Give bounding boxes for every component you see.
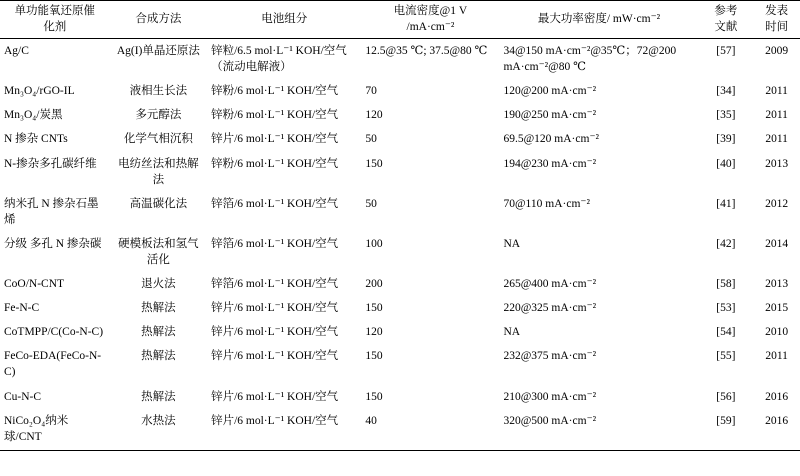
cell-year: 2016	[765, 390, 789, 403]
cell-synthesis: 化学气相沉积	[123, 133, 193, 146]
cell-current-density: 40	[361, 409, 499, 451]
table-header-row	[0, 1, 800, 39]
cell-reference: [42]	[716, 237, 736, 250]
cell-year: 2016	[753, 409, 800, 451]
cell-components: 锌片/6 mol·L⁻¹ KOH/空气	[211, 302, 339, 315]
cell-power-density: 232@375 mA·cm⁻²	[503, 350, 597, 363]
cell-reference: [59]	[698, 409, 753, 451]
cell-components: 锌箔/6 mol·L⁻¹ KOH/空气	[211, 278, 339, 291]
cell-power-density: 320@500 mA·cm⁻²	[499, 409, 698, 451]
table-row	[0, 385, 800, 409]
cell-reference: [34]	[716, 85, 736, 98]
cell-current-density: 150	[365, 390, 383, 403]
column-header-line: 单功能氧还原催	[14, 5, 96, 17]
cell-current-density: 50	[365, 197, 377, 210]
cell-catalyst: Mn₃O₄/炭黑	[4, 109, 63, 122]
column-header-line: 时间	[765, 20, 789, 33]
cell-synthesis: 退火法	[141, 278, 176, 291]
cell-catalyst: FeCo-EDA(FeCo-N-C)	[4, 350, 102, 379]
cell-components: 锌粉/6 mol·L⁻¹ KOH/空气	[211, 85, 339, 98]
column-header-line: 电流密度@1 V	[393, 5, 468, 17]
cell-synthesis: 热解法	[141, 302, 176, 315]
column-header-current-density	[361, 1, 499, 39]
cell-power-density: 70@110 mA·cm⁻²	[503, 197, 590, 210]
cell-components: 锌粉/6 mol·L⁻¹ KOH/空气	[211, 157, 339, 170]
cell-power-density: NA	[503, 237, 521, 250]
table-body	[0, 39, 800, 451]
cell-reference: [41]	[716, 197, 736, 210]
cell-year: 2014	[765, 237, 789, 250]
cell-current-density: 120	[365, 109, 383, 122]
cell-reference: [40]	[716, 157, 736, 170]
table-row	[0, 39, 800, 80]
table-row	[0, 296, 800, 320]
cell-power-density: 220@325 mA·cm⁻²	[503, 302, 597, 315]
cell-catalyst: NiCo₂O₄纳米球/CNT	[0, 409, 110, 451]
cell-catalyst: N-掺杂多孔碳纤维	[4, 157, 97, 170]
cell-components: 锌粒/6.5 mol·L⁻¹ KOH/空气（流动电解液）	[211, 45, 347, 74]
cell-power-density: 194@230 mA·cm⁻²	[503, 157, 597, 170]
cell-current-density: 50	[365, 133, 377, 146]
cell-current-density: 120	[365, 326, 383, 339]
table-row	[0, 344, 800, 384]
cell-year: 2011	[765, 350, 788, 363]
cell-catalyst: Fe-N-C	[4, 302, 40, 315]
cell-current-density: 150	[365, 350, 383, 363]
cell-year: 2011	[765, 133, 788, 146]
cell-components: 锌片/6 mol·L⁻¹ KOH/空气	[211, 390, 339, 403]
cell-synthesis: 硬模板法和氢气活化	[118, 237, 199, 266]
cell-power-density: 69.5@120 mA·cm⁻²	[503, 133, 599, 146]
table-row	[0, 192, 800, 232]
cell-synthesis: 水热法	[110, 409, 207, 451]
cell-reference: [55]	[716, 350, 736, 363]
column-header-line: 合成方法	[135, 12, 182, 25]
cell-catalyst: Ag/C	[4, 45, 29, 58]
cell-reference: [58]	[716, 278, 736, 291]
cell-current-density: 150	[365, 157, 383, 170]
cell-power-density: 265@400 mA·cm⁻²	[503, 278, 597, 291]
column-header-line: 参考	[714, 5, 738, 17]
cell-components: 锌箔/6 mol·L⁻¹ KOH/空气	[211, 197, 339, 210]
cell-year: 2009	[765, 45, 789, 58]
cell-current-density: 150	[365, 302, 383, 315]
cell-year: 2012	[765, 197, 789, 210]
cell-catalyst: 分级 多孔 N 掺杂碳	[4, 237, 102, 250]
table-header	[0, 1, 800, 39]
cell-synthesis: 高温碳化法	[129, 197, 188, 210]
cell-synthesis: 电纺丝法和热解法	[118, 157, 199, 186]
cell-reference: [54]	[716, 326, 736, 339]
table-row	[0, 320, 800, 344]
cell-current-density: 100	[365, 237, 383, 250]
column-header-line: 发表	[765, 5, 789, 17]
column-header-line: 文献	[714, 20, 738, 33]
cell-components: 锌片/6 mol·L⁻¹ KOH/空气	[211, 133, 339, 146]
cell-power-density: 210@300 mA·cm⁻²	[503, 390, 597, 403]
column-header-synthesis	[110, 1, 207, 39]
column-header-line: 最大功率密度/ mW·cm⁻²	[537, 12, 661, 25]
column-header-line: 化剂	[43, 20, 67, 33]
cell-year: 2013	[765, 278, 789, 291]
column-header-line: 电池组分	[261, 12, 308, 25]
table-row	[0, 127, 800, 151]
cell-power-density: 34@150 mA·cm⁻²@35℃；72@200 mA·cm⁻²@80 ℃	[503, 45, 677, 74]
cell-synthesis: 热解法	[141, 326, 176, 339]
column-header-line: /mA·cm⁻²	[406, 20, 455, 33]
cell-current-density: 200	[365, 278, 383, 291]
cell-reference: [35]	[716, 109, 736, 122]
cell-current-density: 12.5@35 ℃; 37.5@80 ℃	[365, 45, 488, 58]
cell-reference: [57]	[716, 45, 736, 58]
cell-synthesis: Ag(I)单晶还原法	[116, 45, 200, 58]
column-header-components	[207, 1, 361, 39]
cell-synthesis: 热解法	[141, 350, 176, 363]
cell-synthesis: 多元醇法	[135, 109, 182, 122]
cell-catalyst: 纳米孔 N 掺杂石墨烯	[4, 197, 99, 226]
table-row	[0, 232, 800, 272]
table-row	[0, 79, 800, 103]
cell-year: 2013	[765, 157, 789, 170]
column-header-power-density	[499, 1, 698, 39]
cell-year: 2011	[765, 109, 788, 122]
cell-power-density: NA	[503, 326, 521, 339]
table-row	[0, 272, 800, 296]
cell-year: 2015	[765, 302, 789, 315]
cell-synthesis: 热解法	[141, 390, 176, 403]
cell-catalyst: Mn₃O₄/rGO-IL	[4, 85, 75, 98]
cell-components: 锌片/6 mol·L⁻¹ KOH/空气	[211, 326, 339, 339]
table-row	[0, 409, 800, 451]
cell-catalyst: N 掺杂 CNTs	[4, 133, 68, 146]
cell-synthesis: 液相生长法	[129, 85, 188, 98]
cell-power-density: 190@250 mA·cm⁻²	[503, 109, 597, 122]
cell-reference: [53]	[716, 302, 736, 315]
cell-year: 2010	[765, 326, 789, 339]
cell-catalyst: Cu-N-C	[4, 390, 42, 403]
cell-power-density: 120@200 mA·cm⁻²	[503, 85, 597, 98]
table-row	[0, 152, 800, 192]
cell-catalyst: CoTMPP/C(Co-N-C)	[4, 326, 104, 339]
cell-components: 锌片/6 mol·L⁻¹ KOH/空气	[211, 350, 339, 363]
table-row	[0, 103, 800, 127]
cell-components: 锌粉/6 mol·L⁻¹ KOH/空气	[211, 109, 339, 122]
cell-components: 锌箔/6 mol·L⁻¹ KOH/空气	[211, 237, 339, 250]
cell-current-density: 70	[365, 85, 377, 98]
column-header-year	[753, 1, 800, 39]
column-header-reference	[698, 1, 753, 39]
cell-reference: [56]	[716, 390, 736, 403]
cell-year: 2011	[765, 85, 788, 98]
cell-components: 锌片/6 mol·L⁻¹ KOH/空气	[207, 409, 361, 451]
cell-reference: [39]	[716, 133, 736, 146]
column-header-catalyst	[0, 1, 110, 39]
cell-catalyst: CoO/N-CNT	[4, 278, 65, 291]
